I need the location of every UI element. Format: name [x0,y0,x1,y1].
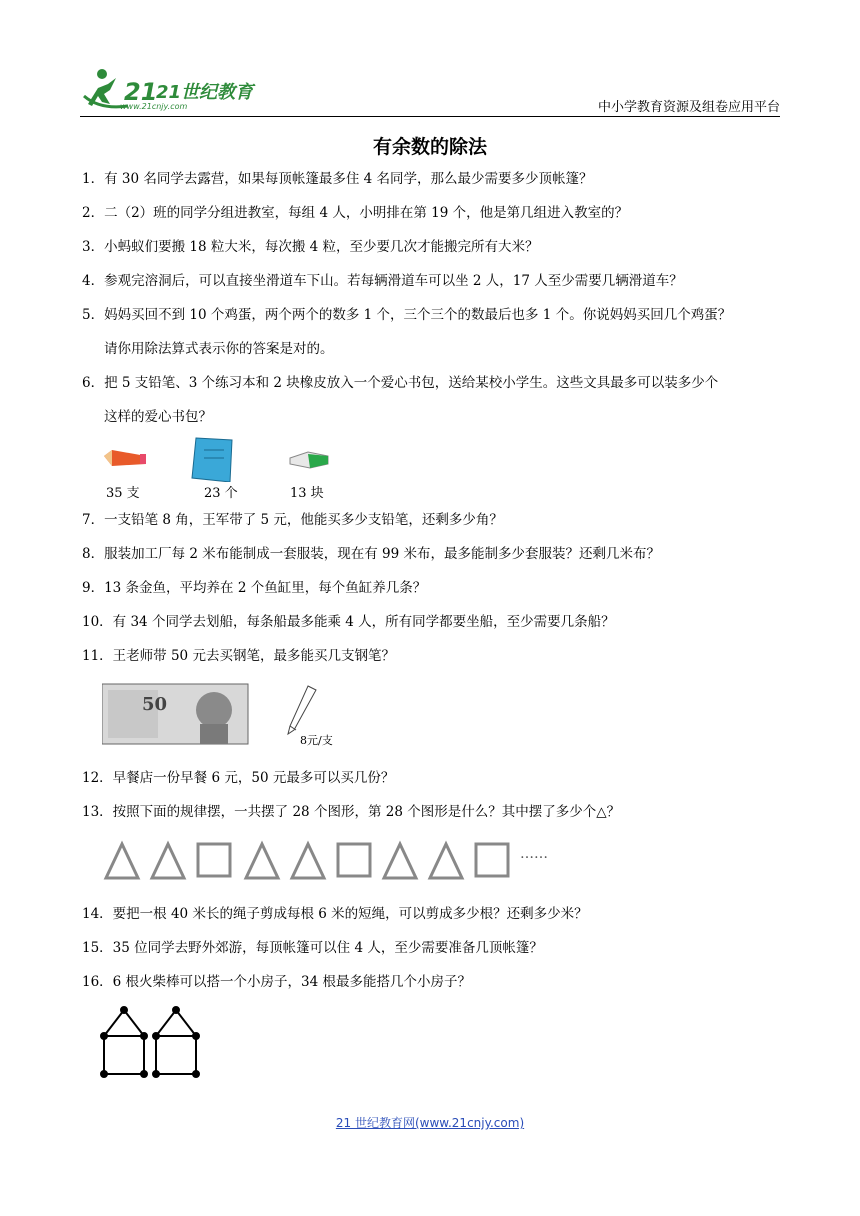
footer [0,1114,860,1131]
page-header [80,66,780,118]
eraser-icon [290,452,328,468]
triangle-icon [152,844,184,878]
question-2: 2．二（2）班的同学分组进教室，每组 4 人，小明排在第 19 个，他是第几组进入教室的？ [82,205,629,221]
notebook-icon [192,438,232,482]
question-15: 15．35 位同学去野外郊游，每顶帐篷可以住 4 人，至少需要准备几顶帐篷？ [82,940,543,956]
pattern-ellipsis: …… [520,846,548,862]
house-icon [101,1007,147,1077]
shape-pattern-figure [102,838,582,882]
question-8: 8．服装加工厂每 2 米布能制成一套服装，现在有 99 米布，最多能制多少套服装？还剩几米布？ [82,546,661,562]
question-12: 12．早餐店一份早餐 6 元，50 元最多可以买几份？ [82,770,395,786]
pencil-icon [104,450,146,466]
logo [80,66,260,116]
money-pen-figure [102,680,352,750]
question-14: 14．要把一根 40 米长的绳子剪成每根 6 米的短绳，可以剪成多少根？还剩多少米？ [82,906,588,922]
question-7: 7．一支铅笔 8 角，王军带了 5 元，他能买多少支铅笔，还剩多少角？ [82,512,503,528]
question-1: 1．有 30 名同学去露营，如果每顶帐篷最多住 4 名同学，那么最少需要多少顶帐篷？ [82,171,593,187]
square-icon [198,844,230,876]
matchstick-houses-figure [98,1004,228,1080]
square-icon [476,844,508,876]
triangle-icon [384,844,416,878]
question-16: 16．6 根火柴棒可以搭一个小房子，34 根最多能搭几个小房子？ [82,974,472,990]
eraser-count: 13 块 [290,486,324,501]
logo-text: 21世纪教育 [156,82,254,103]
footer-link[interactable]: 21 世纪教育网(www.21cnjy.com) [335,1116,525,1130]
stationery-figure [100,436,340,501]
triangle-icon [292,844,324,878]
square-icon [338,844,370,876]
question-6: 6．把 5 支铅笔、3 个练习本和 2 块橡皮放入一个爱心书包，送给某校小学生。这些文具最多可以装多少个 [82,375,719,391]
pen-icon [288,686,316,734]
triangle-icon [106,844,138,878]
question-6-cont: 这样的爱心书包？ [104,409,212,425]
banknote-icon [102,684,248,744]
triangle-icon [430,844,462,878]
notebook-count: 23 个 [204,486,238,501]
page-title: 有余数的除法 [372,136,487,158]
question-10: 10．有 34 个同学去划船，每条船最多能乘 4 人，所有同学都要坐船，至少需要几条船？ [82,614,615,630]
question-13: 13．按照下面的规律摆，一共摆了 28 个图形，第 28 个图形是什么？其中摆了多少个△？ [82,804,621,820]
pencil-count: 35 支 [106,486,140,501]
question-9: 9．13 条金鱼，平均养在 2 个鱼缸里，每个鱼缸养几条？ [82,580,427,596]
logo-url: www.21cnjy.com [120,102,188,111]
platform-label: 中小学教育资源及组卷应用平台 [597,100,780,115]
triangle-icon [246,844,278,878]
question-3: 3．小蚂蚁们要搬 18 粒大米，每次搬 4 粒，至少要几次才能搬完所有大米？ [82,239,539,255]
question-11: 11．王老师带 50 元去买钢笔，最多能买几支钢笔？ [82,648,395,664]
pen-price: 8元/支 [300,734,333,747]
house-icon [153,1007,199,1077]
header-divider [80,116,780,117]
banknote-value: 50 [142,694,168,715]
svg-text:21: 21 [124,78,158,106]
question-5-cont: 请你用除法算式表示你的答案是对的。 [104,341,334,357]
question-4: 4．参观完溶洞后，可以直接坐滑道车下山。若每辆滑道车可以坐 2 人，17 人至少需要几辆滑道车？ [82,273,683,289]
question-5: 5．妈妈买回不到 10 个鸡蛋，两个两个的数多 1 个，三个三个的数最后也多 1 个。你说妈妈买回几个鸡蛋？ [82,307,732,323]
